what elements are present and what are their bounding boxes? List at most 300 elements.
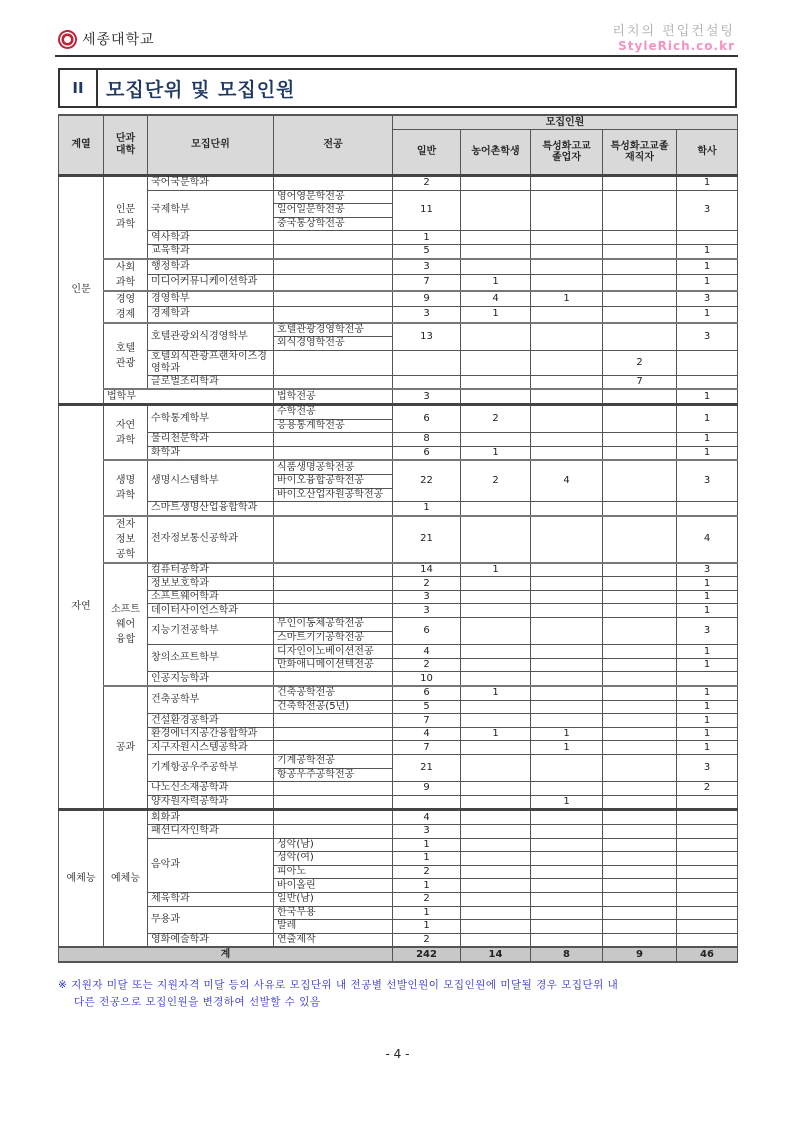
- count-rural: [461, 516, 531, 563]
- unit-cell: 컴퓨터공학과: [148, 563, 274, 577]
- count-vocational-employed: 2: [603, 350, 677, 375]
- table-row: [59, 755, 738, 769]
- unit-cell: 양자원자력공학과: [148, 795, 274, 810]
- table-row: [59, 502, 738, 516]
- page-number: - 4 -: [385, 1046, 410, 1061]
- count-vocational-grad: [531, 672, 603, 686]
- count-rural: [461, 604, 531, 618]
- count-vocational-employed: [603, 563, 677, 577]
- count-bachelor: 1: [677, 700, 738, 714]
- college-cell: 예체능: [104, 810, 148, 947]
- count-general: 10: [393, 672, 461, 686]
- table-row: [59, 782, 738, 796]
- total-row: [59, 947, 738, 962]
- count-general: 3: [393, 590, 461, 604]
- unit-cell: 역사학과: [148, 231, 274, 245]
- count-general: 5: [393, 244, 461, 258]
- count-vocational-employed: [603, 741, 677, 755]
- count-bachelor: [677, 824, 738, 838]
- count-vocational-employed: [603, 176, 677, 191]
- count-bachelor: [677, 350, 738, 375]
- count-vocational-grad: [531, 852, 603, 866]
- unit-cell: 국어국문학과: [148, 176, 274, 191]
- count-vocational-grad: [531, 700, 603, 714]
- table-row: [59, 672, 738, 686]
- count-vocational-employed: [603, 686, 677, 700]
- major-cell: 기계공학전공: [274, 755, 393, 769]
- unit-cell: 회화과: [148, 810, 274, 825]
- major-cell: [274, 604, 393, 618]
- unit-cell: 지능기전공학부: [148, 618, 274, 645]
- major-cell: [274, 502, 393, 516]
- count-bachelor: 3: [677, 190, 738, 231]
- count-rural: 1: [461, 307, 531, 323]
- watermark-text: 리치의 편입컨설팅: [612, 24, 735, 39]
- count-bachelor: [677, 879, 738, 893]
- count-vocational-grad: [531, 714, 603, 728]
- major-cell: [274, 810, 393, 825]
- count-general: 22: [393, 460, 461, 501]
- major-cell: 식품생명공학전공: [274, 460, 393, 474]
- count-vocational-employed: [603, 727, 677, 741]
- count-general: 14: [393, 563, 461, 577]
- footnote-line-2: 다른 전공으로 모집인원을 변경하여 선발할 수 있음: [74, 995, 321, 1008]
- header-quota: 모집인원: [393, 115, 738, 130]
- count-general: 3: [393, 259, 461, 275]
- count-vocational-grad: 1: [531, 795, 603, 810]
- count-general: 2: [393, 176, 461, 191]
- quota-table: [58, 114, 738, 963]
- count-rural: [461, 741, 531, 755]
- table-row: [59, 933, 738, 947]
- major-cell: [274, 782, 393, 796]
- count-rural: [461, 502, 531, 516]
- count-bachelor: 3: [677, 618, 738, 645]
- count-rural: [461, 892, 531, 906]
- count-vocational-employed: [603, 244, 677, 258]
- unit-cell: 행정학과: [148, 259, 274, 275]
- count-vocational-employed: [603, 231, 677, 245]
- unit-cell: 글로벌조리학과: [148, 375, 274, 389]
- unit-cell: 기계항공우주공학부: [148, 755, 274, 782]
- count-rural: [461, 755, 531, 782]
- unit-cell: 소프트웨어학과: [148, 590, 274, 604]
- count-general: 2: [393, 865, 461, 879]
- total-general: 242: [393, 947, 461, 962]
- count-bachelor: [677, 920, 738, 934]
- table-row: [59, 244, 738, 258]
- count-bachelor: 3: [677, 291, 738, 307]
- group-cell: 인문: [59, 176, 104, 405]
- count-rural: [461, 433, 531, 447]
- count-bachelor: [677, 795, 738, 810]
- count-vocational-grad: [531, 879, 603, 893]
- unit-cell: 스마트생명산업융합학과: [148, 502, 274, 516]
- count-rural: [461, 824, 531, 838]
- unit-cell: 미디어커뮤니케이션학과: [148, 275, 274, 291]
- unit-cell: 체육학과: [148, 892, 274, 906]
- college-cell: 자연 과학: [104, 404, 148, 460]
- count-bachelor: 1: [677, 658, 738, 672]
- major-cell: [274, 231, 393, 245]
- count-rural: [461, 852, 531, 866]
- count-vocational-grad: [531, 244, 603, 258]
- table-row: [59, 563, 738, 577]
- count-vocational-employed: [603, 577, 677, 591]
- count-general: 2: [393, 933, 461, 947]
- unit-cell: 나노신소재공학과: [148, 782, 274, 796]
- count-bachelor: 1: [677, 714, 738, 728]
- count-vocational-employed: [603, 307, 677, 323]
- unit-cell: 영화예술학과: [148, 933, 274, 947]
- table-row: [59, 375, 738, 389]
- major-cell: [274, 727, 393, 741]
- table-row: [59, 460, 738, 474]
- major-cell: [274, 350, 393, 375]
- count-vocational-grad: [531, 389, 603, 404]
- total-vocational-employed: 9: [603, 947, 677, 962]
- major-cell: 스마트기기공학전공: [274, 631, 393, 645]
- count-vocational-employed: [603, 672, 677, 686]
- count-vocational-grad: [531, 259, 603, 275]
- count-rural: [461, 350, 531, 375]
- college-cell: 전자 정보 공학: [104, 516, 148, 563]
- count-vocational-grad: [531, 686, 603, 700]
- table-row: [59, 795, 738, 810]
- count-general: 4: [393, 727, 461, 741]
- count-vocational-employed: [603, 700, 677, 714]
- count-vocational-grad: 4: [531, 460, 603, 501]
- count-rural: [461, 590, 531, 604]
- count-vocational-employed: [603, 810, 677, 825]
- table-row: [59, 291, 738, 307]
- unit-cell: 건설환경공학과: [148, 714, 274, 728]
- total-bachelor: 46: [677, 947, 738, 962]
- count-vocational-grad: [531, 516, 603, 563]
- count-rural: [461, 906, 531, 920]
- count-general: 9: [393, 782, 461, 796]
- count-rural: [461, 672, 531, 686]
- count-rural: [461, 714, 531, 728]
- major-cell: 법학전공: [274, 389, 393, 404]
- major-cell: [274, 741, 393, 755]
- unit-cell: 데이터사이언스학과: [148, 604, 274, 618]
- college-cell: 사회 과학: [104, 259, 148, 291]
- table-row: [59, 516, 738, 563]
- group-cell: 예체능: [59, 810, 104, 947]
- count-general: 2: [393, 892, 461, 906]
- table-body: [59, 176, 738, 962]
- major-cell: [274, 795, 393, 810]
- count-vocational-grad: [531, 176, 603, 191]
- unit-cell: 경제학과: [148, 307, 274, 323]
- count-general: 11: [393, 190, 461, 231]
- count-rural: [461, 700, 531, 714]
- count-general: 6: [393, 404, 461, 432]
- major-cell: 성악(남): [274, 838, 393, 852]
- table-row: [59, 389, 738, 404]
- unit-cell: 물리천문학과: [148, 433, 274, 447]
- unit-cell: 전자정보통신공학과: [148, 516, 274, 563]
- count-vocational-employed: [603, 795, 677, 810]
- college-cell: 공과: [104, 686, 148, 810]
- university-seal-icon: [58, 30, 77, 49]
- major-cell: 한국무용: [274, 906, 393, 920]
- count-bachelor: 1: [677, 433, 738, 447]
- section-number: II: [60, 70, 98, 106]
- count-rural: [461, 577, 531, 591]
- count-vocational-grad: [531, 865, 603, 879]
- table-row: [59, 590, 738, 604]
- count-general: 4: [393, 810, 461, 825]
- table-row: [59, 275, 738, 291]
- count-bachelor: 1: [677, 590, 738, 604]
- count-bachelor: 1: [677, 604, 738, 618]
- major-cell: [274, 433, 393, 447]
- count-bachelor: [677, 231, 738, 245]
- count-bachelor: [677, 865, 738, 879]
- table-row: [59, 727, 738, 741]
- unit-cell: 교육학과: [148, 244, 274, 258]
- count-general: 9: [393, 291, 461, 307]
- count-vocational-grad: [531, 577, 603, 591]
- header-rural: 농어촌학생: [461, 130, 531, 176]
- count-bachelor: 3: [677, 563, 738, 577]
- count-rural: 2: [461, 404, 531, 432]
- college-cell: 경영 경제: [104, 291, 148, 323]
- count-rural: [461, 782, 531, 796]
- count-vocational-grad: [531, 590, 603, 604]
- count-rural: [461, 176, 531, 191]
- count-bachelor: 1: [677, 244, 738, 258]
- table-row: [59, 892, 738, 906]
- count-general: 7: [393, 275, 461, 291]
- count-rural: [461, 879, 531, 893]
- count-bachelor: [677, 672, 738, 686]
- count-general: 1: [393, 231, 461, 245]
- header-major: 전공: [274, 115, 393, 176]
- count-rural: 1: [461, 563, 531, 577]
- table-row: [59, 810, 738, 825]
- count-general: 3: [393, 389, 461, 404]
- major-cell: [274, 824, 393, 838]
- count-vocational-employed: [603, 906, 677, 920]
- major-cell: [274, 446, 393, 460]
- unit-cell: 창의소프트학부: [148, 645, 274, 672]
- watermark-url: StyleRich.co.kr: [618, 39, 735, 53]
- major-cell: 바이올린: [274, 879, 393, 893]
- major-cell: 건축공학전공: [274, 686, 393, 700]
- major-cell: 발레: [274, 920, 393, 934]
- table-row: [59, 838, 738, 852]
- count-vocational-grad: [531, 375, 603, 389]
- count-vocational-employed: [603, 404, 677, 432]
- count-general: 7: [393, 741, 461, 755]
- count-bachelor: [677, 892, 738, 906]
- count-vocational-grad: [531, 838, 603, 852]
- count-general: 6: [393, 686, 461, 700]
- count-vocational-employed: [603, 590, 677, 604]
- table-row: [59, 323, 738, 337]
- college-cell: 소프트 웨어 융합: [104, 563, 148, 686]
- count-bachelor: 1: [677, 446, 738, 460]
- count-bachelor: 1: [677, 645, 738, 659]
- count-general: 3: [393, 604, 461, 618]
- major-cell: 일어일문학전공: [274, 204, 393, 218]
- major-cell: 수학전공: [274, 404, 393, 419]
- table-row: [59, 741, 738, 755]
- major-cell: [274, 577, 393, 591]
- count-rural: 1: [461, 275, 531, 291]
- count-rural: [461, 389, 531, 404]
- count-vocational-grad: [531, 446, 603, 460]
- count-rural: [461, 323, 531, 351]
- count-general: 13: [393, 323, 461, 351]
- count-bachelor: [677, 906, 738, 920]
- watermark: [470, 24, 735, 53]
- count-vocational-grad: [531, 618, 603, 645]
- count-general: 8: [393, 433, 461, 447]
- count-rural: [461, 838, 531, 852]
- major-cell: [274, 307, 393, 323]
- count-vocational-employed: [603, 604, 677, 618]
- table-row: [59, 231, 738, 245]
- count-bachelor: 1: [677, 686, 738, 700]
- major-cell: 중국통상학전공: [274, 217, 393, 231]
- count-vocational-grad: [531, 404, 603, 432]
- count-bachelor: 1: [677, 404, 738, 432]
- table-row: [59, 618, 738, 632]
- table-row: [59, 604, 738, 618]
- section-title: 모집단위 및 모집인원: [106, 78, 296, 101]
- count-rural: 4: [461, 291, 531, 307]
- count-bachelor: [677, 502, 738, 516]
- major-cell: 호텔관광경영학전공: [274, 323, 393, 337]
- count-vocational-employed: [603, 933, 677, 947]
- count-vocational-grad: [531, 604, 603, 618]
- college-cell: 호텔 관광: [104, 323, 148, 390]
- count-vocational-employed: [603, 865, 677, 879]
- major-cell: [274, 176, 393, 191]
- count-rural: [461, 618, 531, 645]
- content-flow: [58, 114, 737, 1081]
- count-rural: [461, 658, 531, 672]
- count-vocational-grad: [531, 892, 603, 906]
- count-vocational-grad: [531, 810, 603, 825]
- count-general: 6: [393, 618, 461, 645]
- count-bachelor: 3: [677, 323, 738, 351]
- count-general: 6: [393, 446, 461, 460]
- count-general: 5: [393, 700, 461, 714]
- count-bachelor: [677, 375, 738, 389]
- count-vocational-employed: [603, 838, 677, 852]
- count-rural: [461, 645, 531, 659]
- count-rural: [461, 259, 531, 275]
- count-vocational-grad: [531, 563, 603, 577]
- count-vocational-grad: [531, 824, 603, 838]
- table-row: [59, 259, 738, 275]
- count-bachelor: 1: [677, 577, 738, 591]
- unit-cell: 인공지능학과: [148, 672, 274, 686]
- count-bachelor: 3: [677, 460, 738, 501]
- count-rural: [461, 865, 531, 879]
- group-cell: 자연: [59, 404, 104, 809]
- count-vocational-employed: [603, 502, 677, 516]
- major-cell: 응용통계학전공: [274, 419, 393, 433]
- major-cell: [274, 590, 393, 604]
- count-general: 7: [393, 714, 461, 728]
- count-rural: [461, 231, 531, 245]
- count-general: [393, 375, 461, 389]
- college-cell: 생명 과학: [104, 460, 148, 515]
- count-general: 1: [393, 852, 461, 866]
- major-cell: [274, 275, 393, 291]
- count-vocational-employed: [603, 291, 677, 307]
- count-general: [393, 795, 461, 810]
- count-rural: [461, 920, 531, 934]
- count-general: 1: [393, 879, 461, 893]
- count-rural: [461, 933, 531, 947]
- count-vocational-grad: [531, 906, 603, 920]
- footnote: [58, 977, 738, 1011]
- count-vocational-employed: [603, 755, 677, 782]
- count-general: 21: [393, 755, 461, 782]
- unit-cell: 호텔외식관광프랜차이즈경영학과: [148, 350, 274, 375]
- count-general: [393, 350, 461, 375]
- count-bachelor: [677, 838, 738, 852]
- count-bachelor: [677, 933, 738, 947]
- table-row: [59, 906, 738, 920]
- university-logo: [58, 29, 155, 49]
- major-cell: 일반(남): [274, 892, 393, 906]
- table-row: [59, 433, 738, 447]
- count-bachelor: [677, 810, 738, 825]
- count-vocational-employed: [603, 824, 677, 838]
- count-general: 21: [393, 516, 461, 563]
- count-bachelor: 1: [677, 727, 738, 741]
- count-vocational-grad: [531, 755, 603, 782]
- section-title-box: [58, 68, 737, 108]
- table-row: [59, 645, 738, 659]
- header-general: 일반: [393, 130, 461, 176]
- count-general: 3: [393, 307, 461, 323]
- count-bachelor: 1: [677, 307, 738, 323]
- footnote-line-1: ※ 지원자 미달 또는 지원자격 미달 등의 사유로 모집단위 내 전공별 선발인원이 모집인원에 미달될 경우 모집단위 내: [58, 978, 619, 991]
- count-vocational-employed: [603, 460, 677, 501]
- count-vocational-employed: [603, 323, 677, 351]
- count-vocational-employed: [603, 920, 677, 934]
- unit-cell: 패션디자인학과: [148, 824, 274, 838]
- count-general: 1: [393, 838, 461, 852]
- unit-cell: 건축공학부: [148, 686, 274, 714]
- count-vocational-grad: [531, 275, 603, 291]
- count-vocational-employed: [603, 852, 677, 866]
- count-vocational-grad: 1: [531, 727, 603, 741]
- count-vocational-grad: [531, 658, 603, 672]
- major-cell: [274, 375, 393, 389]
- unit-cell: 무용과: [148, 906, 274, 933]
- count-vocational-grad: [531, 190, 603, 231]
- count-vocational-employed: [603, 389, 677, 404]
- count-vocational-employed: [603, 879, 677, 893]
- major-cell: [274, 259, 393, 275]
- count-vocational-employed: 7: [603, 375, 677, 389]
- count-bachelor: 3: [677, 755, 738, 782]
- count-rural: [461, 810, 531, 825]
- major-cell: 피아노: [274, 865, 393, 879]
- header-unit: 모집단위: [148, 115, 274, 176]
- count-rural: 1: [461, 446, 531, 460]
